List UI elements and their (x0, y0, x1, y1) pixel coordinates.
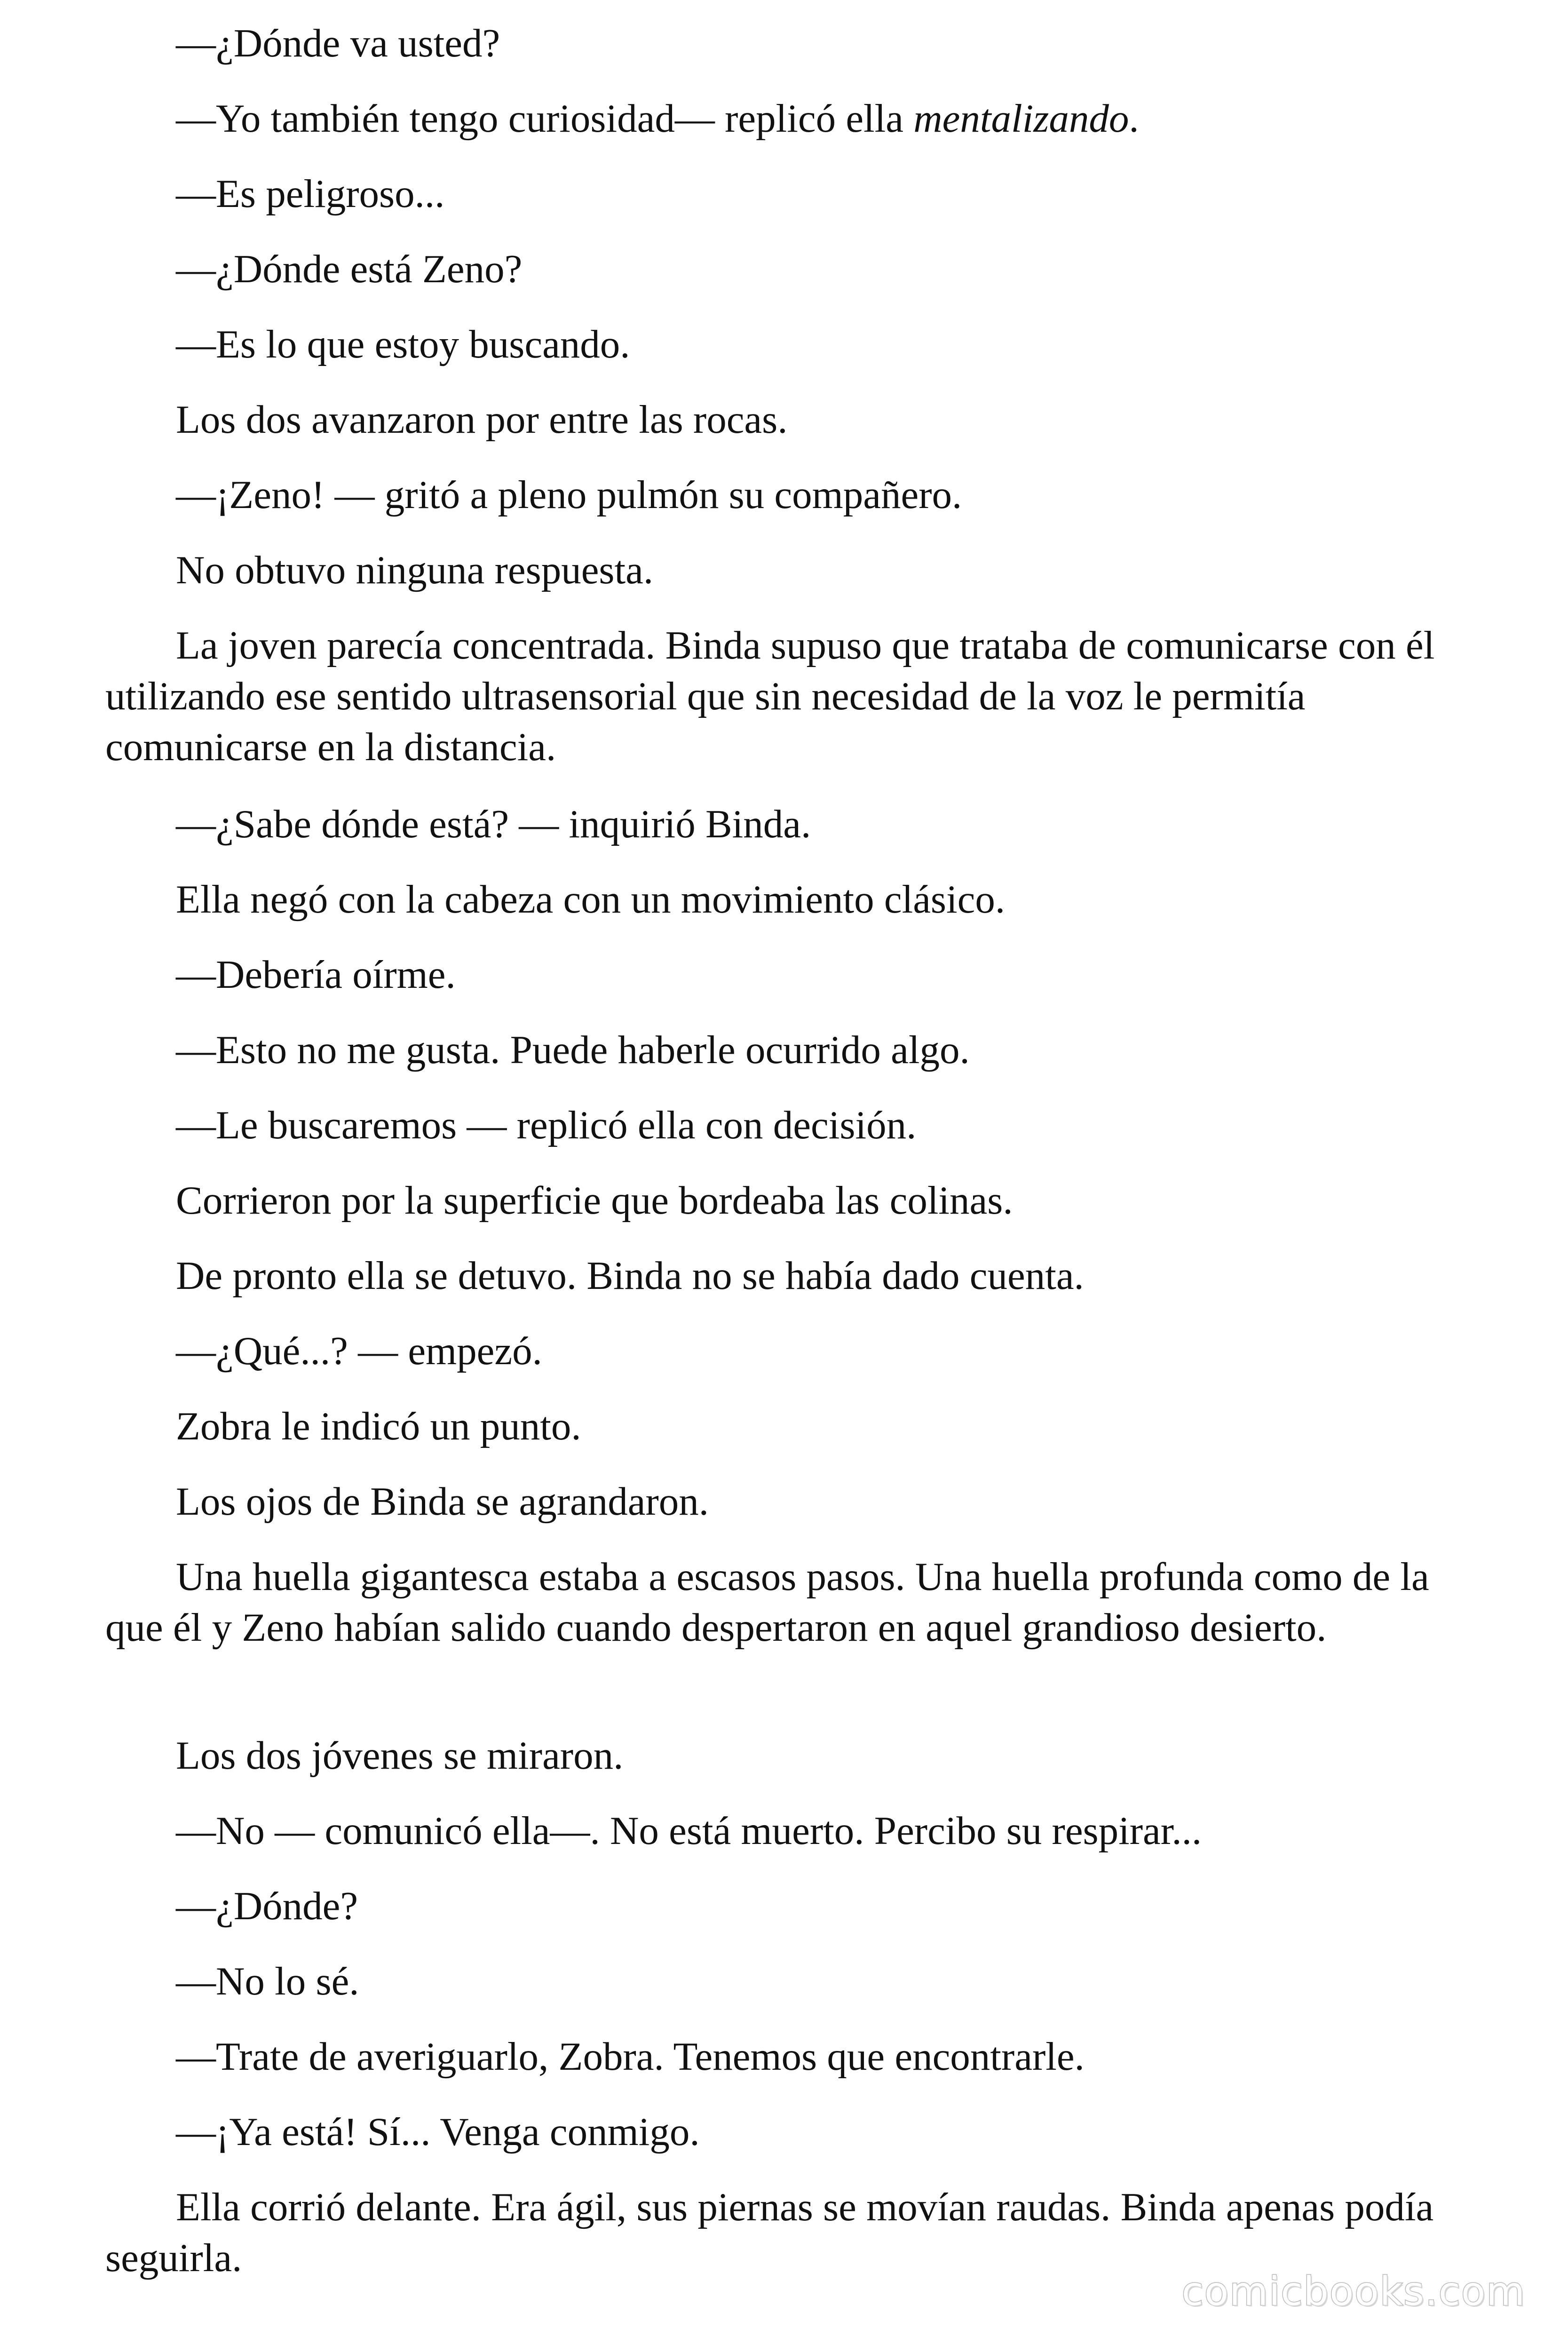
paragraph-17: —¿Qué...? — empezó. (176, 1329, 542, 1373)
paragraph-12: —Debería oírme. (176, 953, 456, 997)
paragraph-6: Los dos avanzaron por entre las rocas. (176, 397, 788, 442)
paragraph-24: —No lo sé. (176, 1959, 359, 2003)
paragraph-16: De pronto ella se detuvo. Binda no se había dado cuenta. (176, 1254, 1084, 1298)
paragraph-7: —¡Zeno! — gritó a pleno pulmón su compañero. (176, 473, 962, 517)
paragraph-2-text: —Yo también tengo curiosidad— replicó ella (176, 96, 914, 141)
paragraph-13: —Esto no me gusta. Puede haberle ocurrido algo. (176, 1028, 970, 1072)
paragraph-3: —Es peligroso... (176, 172, 445, 216)
paragraph-4: —¿Dónde está Zeno? (176, 247, 523, 291)
paragraph-26: —¡Ya está! Sí... Venga conmigo. (176, 2110, 700, 2154)
paragraph-2-end: . (1129, 96, 1139, 141)
paragraph-9: La joven parecía concentrada. Binda supuso que trataba de comunicarse con él utilizando ese sentido ultrasensorial que sin necesidad de la voz le permitía comunicarse en la distancia. (105, 623, 1435, 769)
paragraph-20: Una huella gigantesca estaba a escasos pasos. Una huella profunda como de la que él y Zeno habían salido cuando despertaron en aquel grandioso desierto. (105, 1555, 1429, 1650)
paragraph-2-emphasis: mentalizando (913, 96, 1129, 141)
paragraph-21: Los dos jóvenes se miraron. (176, 1733, 624, 1778)
paragraph-27: Ella corrió delante. Era ágil, sus piernas se movían raudas. Binda apenas podía seguirla. (105, 2185, 1434, 2280)
paragraph-23: —¿Dónde? (176, 1884, 358, 1928)
paragraph-25: —Trate de averiguarlo, Zobra. Tenemos que encontrarle. (176, 2034, 1085, 2079)
paragraph-11: Ella negó con la cabeza con un movimiento clásico. (176, 877, 1006, 922)
paragraph-2 (105, 93, 1460, 144)
paragraph-14: —Le buscaremos — replicó ella con decisión. (176, 1103, 917, 1147)
paragraph-5: —Es lo que estoy buscando. (176, 322, 630, 366)
paragraph-22: —No — comunicó ella—. No está muerto. Percibo su respirar... (176, 1809, 1202, 1853)
paragraph-8: No obtuvo ninguna respuesta. (176, 548, 654, 592)
paragraph-18: Zobra le indicó un punto. (176, 1404, 581, 1448)
paragraph-1: —¿Dónde va usted? (176, 21, 500, 65)
paragraph-15: Corrieron por la superficie que bordeaba las colinas. (176, 1178, 1013, 1223)
paragraph-19: Los ojos de Binda se agrandaron. (176, 1479, 709, 1524)
watermark-logo: comicbooks.com (1181, 2268, 1526, 2314)
paragraph-10: —¿Sabe dónde está? — inquirió Binda. (176, 802, 811, 846)
